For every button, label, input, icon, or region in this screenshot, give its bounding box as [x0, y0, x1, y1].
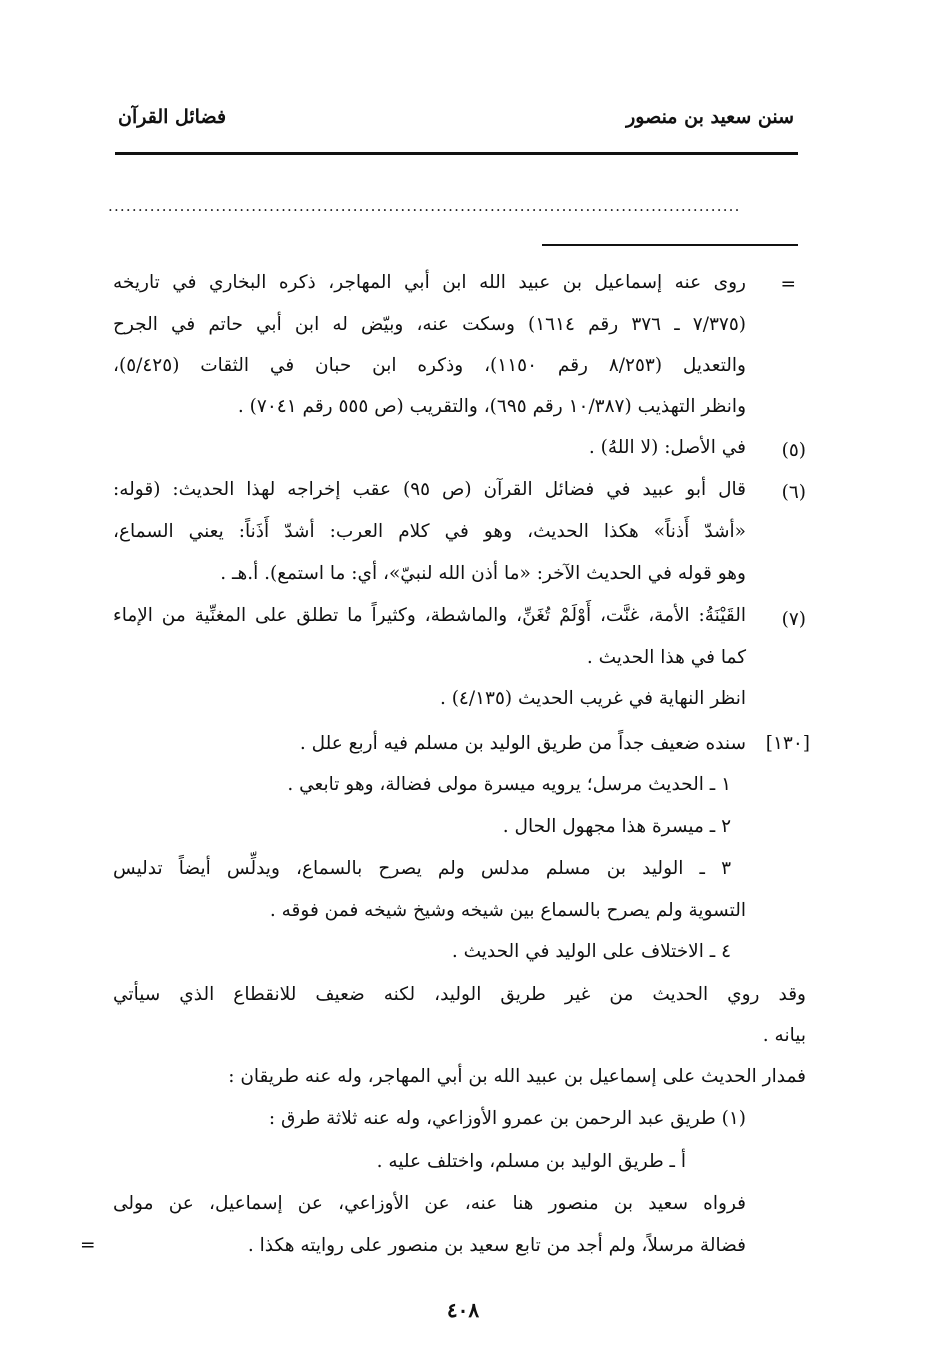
footnote-line: (٧/٣٧٥ ـ ٣٧٦ رقم ١٦١٤) وسكت عنه، وبيّض له ابن أبي حاتم في الجرح	[113, 314, 746, 335]
commentary-way-1a: أ ـ طريق الوليد بن مسلم، واختلف عليه .	[376, 1151, 686, 1172]
commentary-way-1: (١) طريق عبد الرحمن بن عمرو الأوزاعي، وله عنه ثلاثة طرق :	[268, 1108, 746, 1129]
footnote-5-text: في الأصل: (لا اللهُ) .	[588, 437, 746, 458]
footnote-number-5: (٥)	[781, 440, 806, 461]
commentary-item-3-cont: التسوية ولم يصرح بالسماع بين شيخه وشيخ شيخه فمن فوقه .	[269, 900, 746, 921]
page-number: ٤٠٨	[446, 1298, 480, 1322]
commentary-item-4: ٤ ـ الاختلاف على الوليد في الحديث .	[451, 941, 731, 962]
footnote-number-7: (٧)	[781, 609, 806, 630]
footnote-rule	[542, 244, 798, 246]
footnote-7-line: انظر النهاية في غريب الحديث (٤/١٣٥) .	[439, 688, 746, 709]
commentary-item-2: ٢ ـ ميسرة هذا مجهول الحال .	[502, 816, 731, 837]
footnote-line: روى عنه إسماعيل بن عبيد الله ابن أبي المهاجر، ذكره البخاري في تاريخه	[113, 272, 746, 293]
footnote-7-line: القَيْنَةُ: الأمة، غنَّت، أَوْلَمْ تُغَنِّ، والماشطة، وكثيراً ما تطلق على المغنِّية من الإماء	[113, 605, 746, 626]
commentary-paragraph: بيانه .	[762, 1025, 806, 1046]
footnote-6-line: قال أبو عبيد في فضائل القرآن (ص ٩٥) عقب إخراجه لهذا الحديث: (قوله:	[113, 479, 746, 500]
commentary-paragraph: وقد روي الحديث من غير طريق الوليد، لكنه ضعيف للانقطاع الذي سيأتي	[113, 984, 806, 1005]
continuation-mark: =	[780, 274, 796, 295]
commentary-paragraph: فمدار الحديث على إسماعيل بن عبيد الله بن أبي المهاجر، وله عنه طريقان :	[228, 1066, 806, 1087]
footnote-line: وانظر التهذيب (١٠/٣٨٧ رقم ٦٩٥)، والتقريب (ص ٥٥٥ رقم ٧٠٤١) .	[237, 396, 746, 417]
footnote-line: والتعديل (٨/٢٥٣ رقم ١١٥٠)، وذكره ابن حبان في الثقات (٥/٤٢٥)،	[113, 355, 746, 376]
footnote-7-line: كما في هذا الحديث .	[586, 647, 746, 668]
running-header-chapter-title: فضائل القرآن	[118, 106, 227, 128]
header-rule	[115, 152, 798, 155]
dotted-separator: ..........................................................................................................	[108, 197, 741, 211]
commentary-item-1: ١ ـ الحديث مرسل؛ يرويه ميسرة مولى فضالة، وهو تابعي .	[287, 774, 731, 795]
footnote-6-line: وهو قوله في الحديث الآخر: «ما أذن الله لنبيّ»، أي: ما استمع). أ.هـ .	[220, 563, 746, 584]
commentary-paragraph: فضالة مرسلاً، ولم أجد من تابع سعيد بن منصور على روايته هكذا .	[247, 1235, 746, 1256]
commentary-intro: سنده ضعيف جداً من طريق الوليد بن مسلم فيه أربع علل .	[299, 733, 746, 754]
footnote-number-6: (٦)	[781, 482, 806, 503]
hadith-number-130: [١٣٠]	[765, 733, 810, 754]
continuation-mark: =	[80, 1235, 96, 1256]
footnote-6-line: «أشدّ أَذناً» هكذا الحديث، وهو في كلام العرب: أشدّ أَذَناً: يعني السماع،	[113, 521, 746, 542]
commentary-item-3: ٣ ـ الوليد بن مسلم مدلس ولم يصرح بالسماع، ويدلِّس أيضاً تدليس	[113, 858, 731, 879]
running-header-book-title: سنن سعيد بن منصور	[626, 106, 794, 128]
commentary-paragraph: فرواه سعيد بن منصور هنا عنه، عن الأوزاعي، عن إسماعيل، عن مولى	[113, 1193, 746, 1214]
